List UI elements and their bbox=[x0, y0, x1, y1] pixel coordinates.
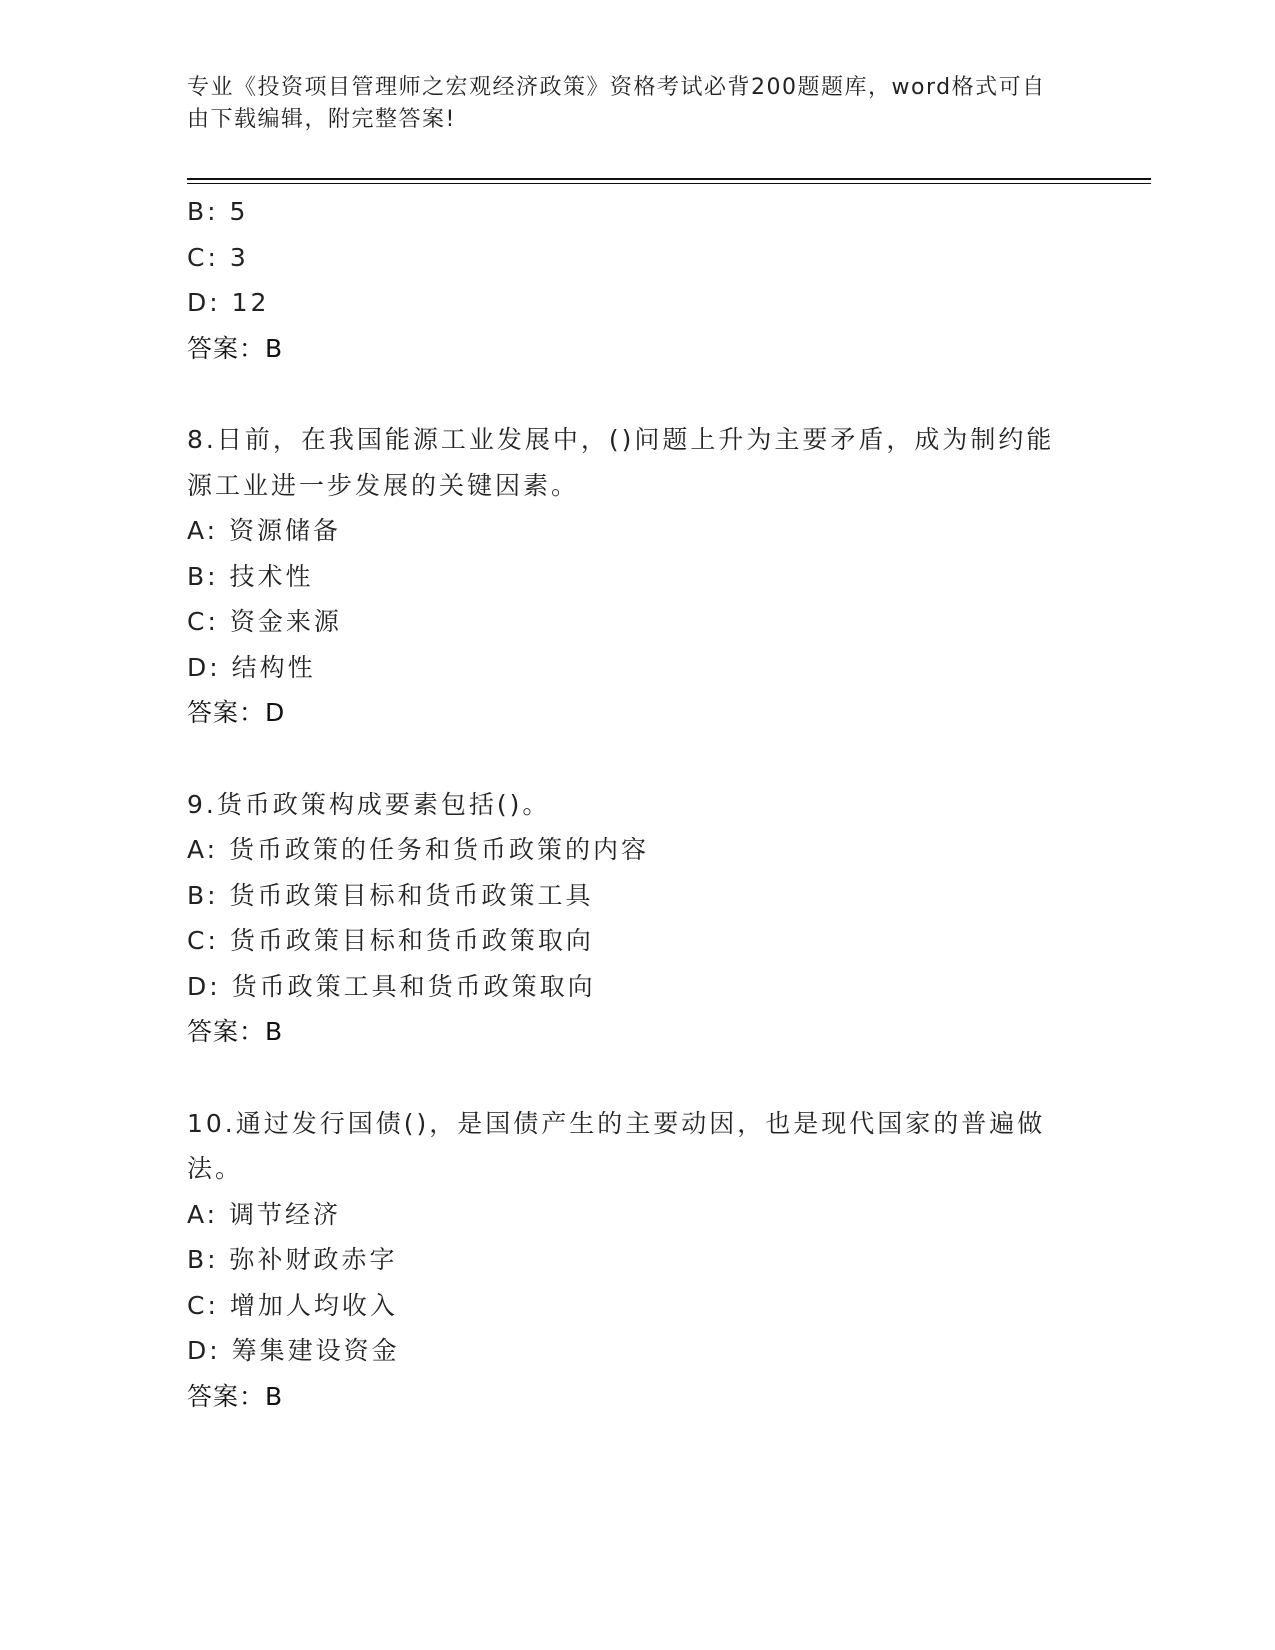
option-b: B: 弥补财政赤字 bbox=[187, 1245, 398, 1274]
option-c: C: 增加人均收入 bbox=[187, 1290, 398, 1320]
option-c: C: 货币政策目标和货币政策取向 bbox=[187, 926, 594, 955]
question-stem: 9.货币政策构成要素包括()。 bbox=[187, 789, 551, 819]
header-rule-thin bbox=[187, 183, 1151, 184]
option-b: B: 技术性 bbox=[187, 561, 314, 591]
question-list bbox=[187, 189, 1087, 1419]
question-stem: 8.日前，在我国能源工业发展中，()问题上升为主要矛盾，成为制约能源工业进一步发展的关键因素。 bbox=[187, 425, 1055, 500]
question-stem: 10.通过发行国债()，是国债产生的主要动因，也是现代国家的普遍做法。 bbox=[187, 1108, 1046, 1183]
answer: 答案：D bbox=[187, 698, 286, 727]
question-7 bbox=[187, 189, 1087, 371]
header-rule-thick bbox=[187, 178, 1151, 180]
option-a: A: 调节经济 bbox=[187, 1199, 342, 1229]
option-d: D: 货币政策工具和货币政策取向 bbox=[187, 971, 596, 1001]
option-c: C: 3 bbox=[187, 242, 249, 272]
answer: 答案：B bbox=[187, 1381, 284, 1411]
option-a: A: 资源储备 bbox=[187, 516, 342, 545]
question-10 bbox=[187, 1101, 1087, 1420]
option-d: D: 结构性 bbox=[187, 652, 316, 682]
question-9 bbox=[187, 782, 1087, 1055]
option-a: A: 货币政策的任务和货币政策的内容 bbox=[187, 835, 650, 864]
question-8 bbox=[187, 417, 1087, 736]
option-c: C: 资金来源 bbox=[187, 607, 342, 636]
option-b: B: 货币政策目标和货币政策工具 bbox=[187, 880, 594, 910]
page-header: 专业《投资项目管理师之宏观经济政策》资格考试必背200题题库，word格式可自由下载编辑，附完整答案! bbox=[187, 75, 1046, 132]
answer: 答案：B bbox=[187, 333, 284, 363]
answer: 答案：B bbox=[187, 1017, 284, 1046]
option-d: D: 筹集建设资金 bbox=[187, 1336, 400, 1365]
option-b: B: 5 bbox=[187, 197, 249, 226]
option-d: D: 12 bbox=[187, 288, 270, 317]
